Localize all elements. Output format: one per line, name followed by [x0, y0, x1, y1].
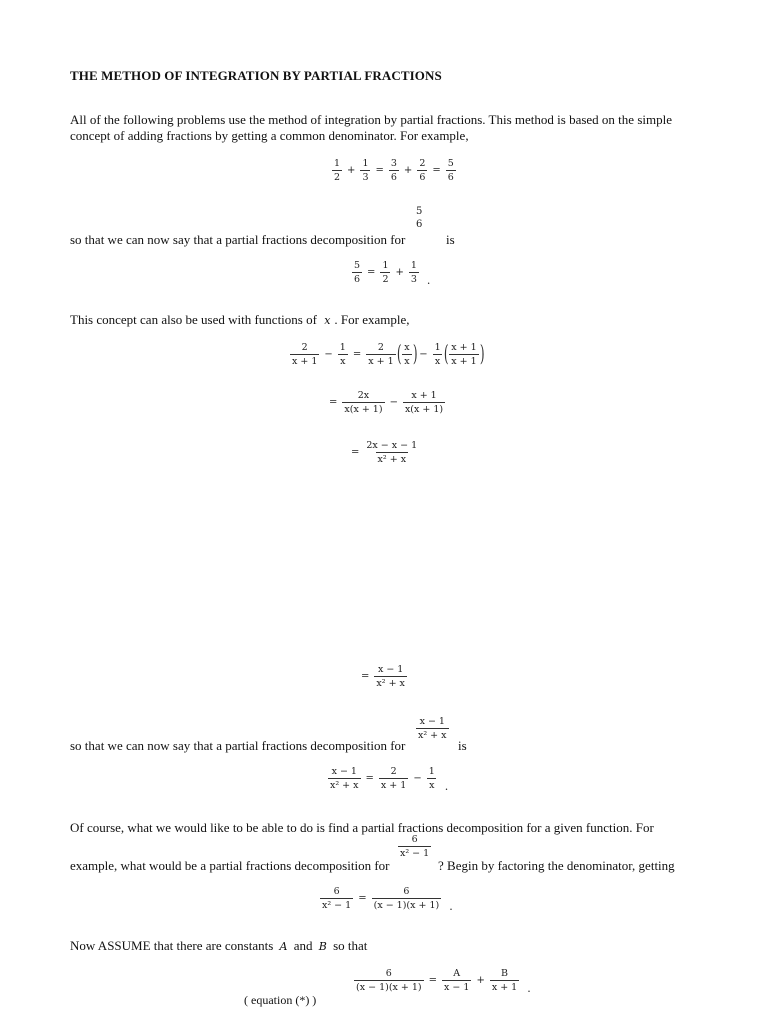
equation-star-label: ( equation (*) ): [244, 993, 317, 1007]
equation-decomposition-5-6: $\frac{5}{6}$ = $\frac{1}{2}$ + $\frac{1}{3}$ .: [354, 260, 431, 287]
is-word-2: is: [458, 738, 467, 753]
equation-fraction-sum: $\frac{1}{2}$ + $\frac{1}{3}$ = $\frac{3}{6}$ + $\frac{2}{6}$ = $\frac{5}{6}$: [334, 158, 454, 183]
equation-factored-denominator: $\frac{6}{\text{x² − 1}}$ = $\frac{6}{(x - 1)(x + 1)}$ .: [322, 886, 453, 913]
document-title: THE METHOD OF INTEGRATION BY PARTIAL FRACTIONS: [70, 68, 442, 83]
intro-paragraph: All of the following problems use the method of integration by partial fractions. This method is based on the simple concept of adding fractions by getting a common denominator. For example,: [70, 112, 672, 143]
equation-function-sum: $\frac{2}{x + 1}$ − $\frac{1}{x}$ = $\frac{2}{x + 1}$ ( $\frac{x}{x}$ ) − $\frac{1}{x}$ ( $\frac{x + 1}{x + 1}$ ): [292, 341, 485, 367]
decomposition-sentence-2: so that we can now say that a partial fractions decomposition for: [70, 738, 406, 753]
functions-sentence: This concept can also be used with functions of x . For example,: [70, 312, 410, 327]
of-course-line-2-end: ? Begin by factoring the denominator, getting: [438, 858, 675, 873]
of-course-line-2-start: example, what would be a partial fractions decomposition for: [70, 858, 390, 873]
is-word-1: is: [446, 232, 455, 247]
inline-fraction-5-6: 5 6: [416, 206, 423, 230]
equation-simplified: = $\frac{x - 1}{\text{x² + x}}$: [361, 664, 405, 689]
decomposition-sentence-1: so that we can now say that a partial fractions decomposition for: [70, 232, 406, 247]
inline-fraction-6-x2-1: $\frac{6}{\text{x² − 1}}$: [400, 834, 430, 859]
equation-combined-numerator: = $\frac{2x - x - 1}{\text{x² + x}}$: [351, 440, 418, 465]
equation-decomposition-x: $\frac{x - 1}{\text{x² + x}}$ = $\frac{2}{x + 1}$ − $\frac{1}{x}$ .: [330, 766, 449, 793]
equation-common-denominator: = $\frac{2x}{x(x + 1)}$ − $\frac{x + 1}{x(x + 1)}$: [329, 390, 444, 415]
of-course-line-1: Of course, what we would like to be able to do is find a partial fractions decomposition for a given function. For: [70, 820, 654, 835]
equation-star: $\frac{6}{(x - 1)(x + 1)}$ = $\frac{A}{x - 1}$ + $\frac{B}{x + 1}$ .: [356, 968, 531, 995]
now-assume-sentence: Now ASSUME that there are constants A and B so that: [70, 938, 368, 953]
inline-fraction-x-1: $\frac{x - 1}{\text{x² + x}}$: [418, 716, 447, 741]
